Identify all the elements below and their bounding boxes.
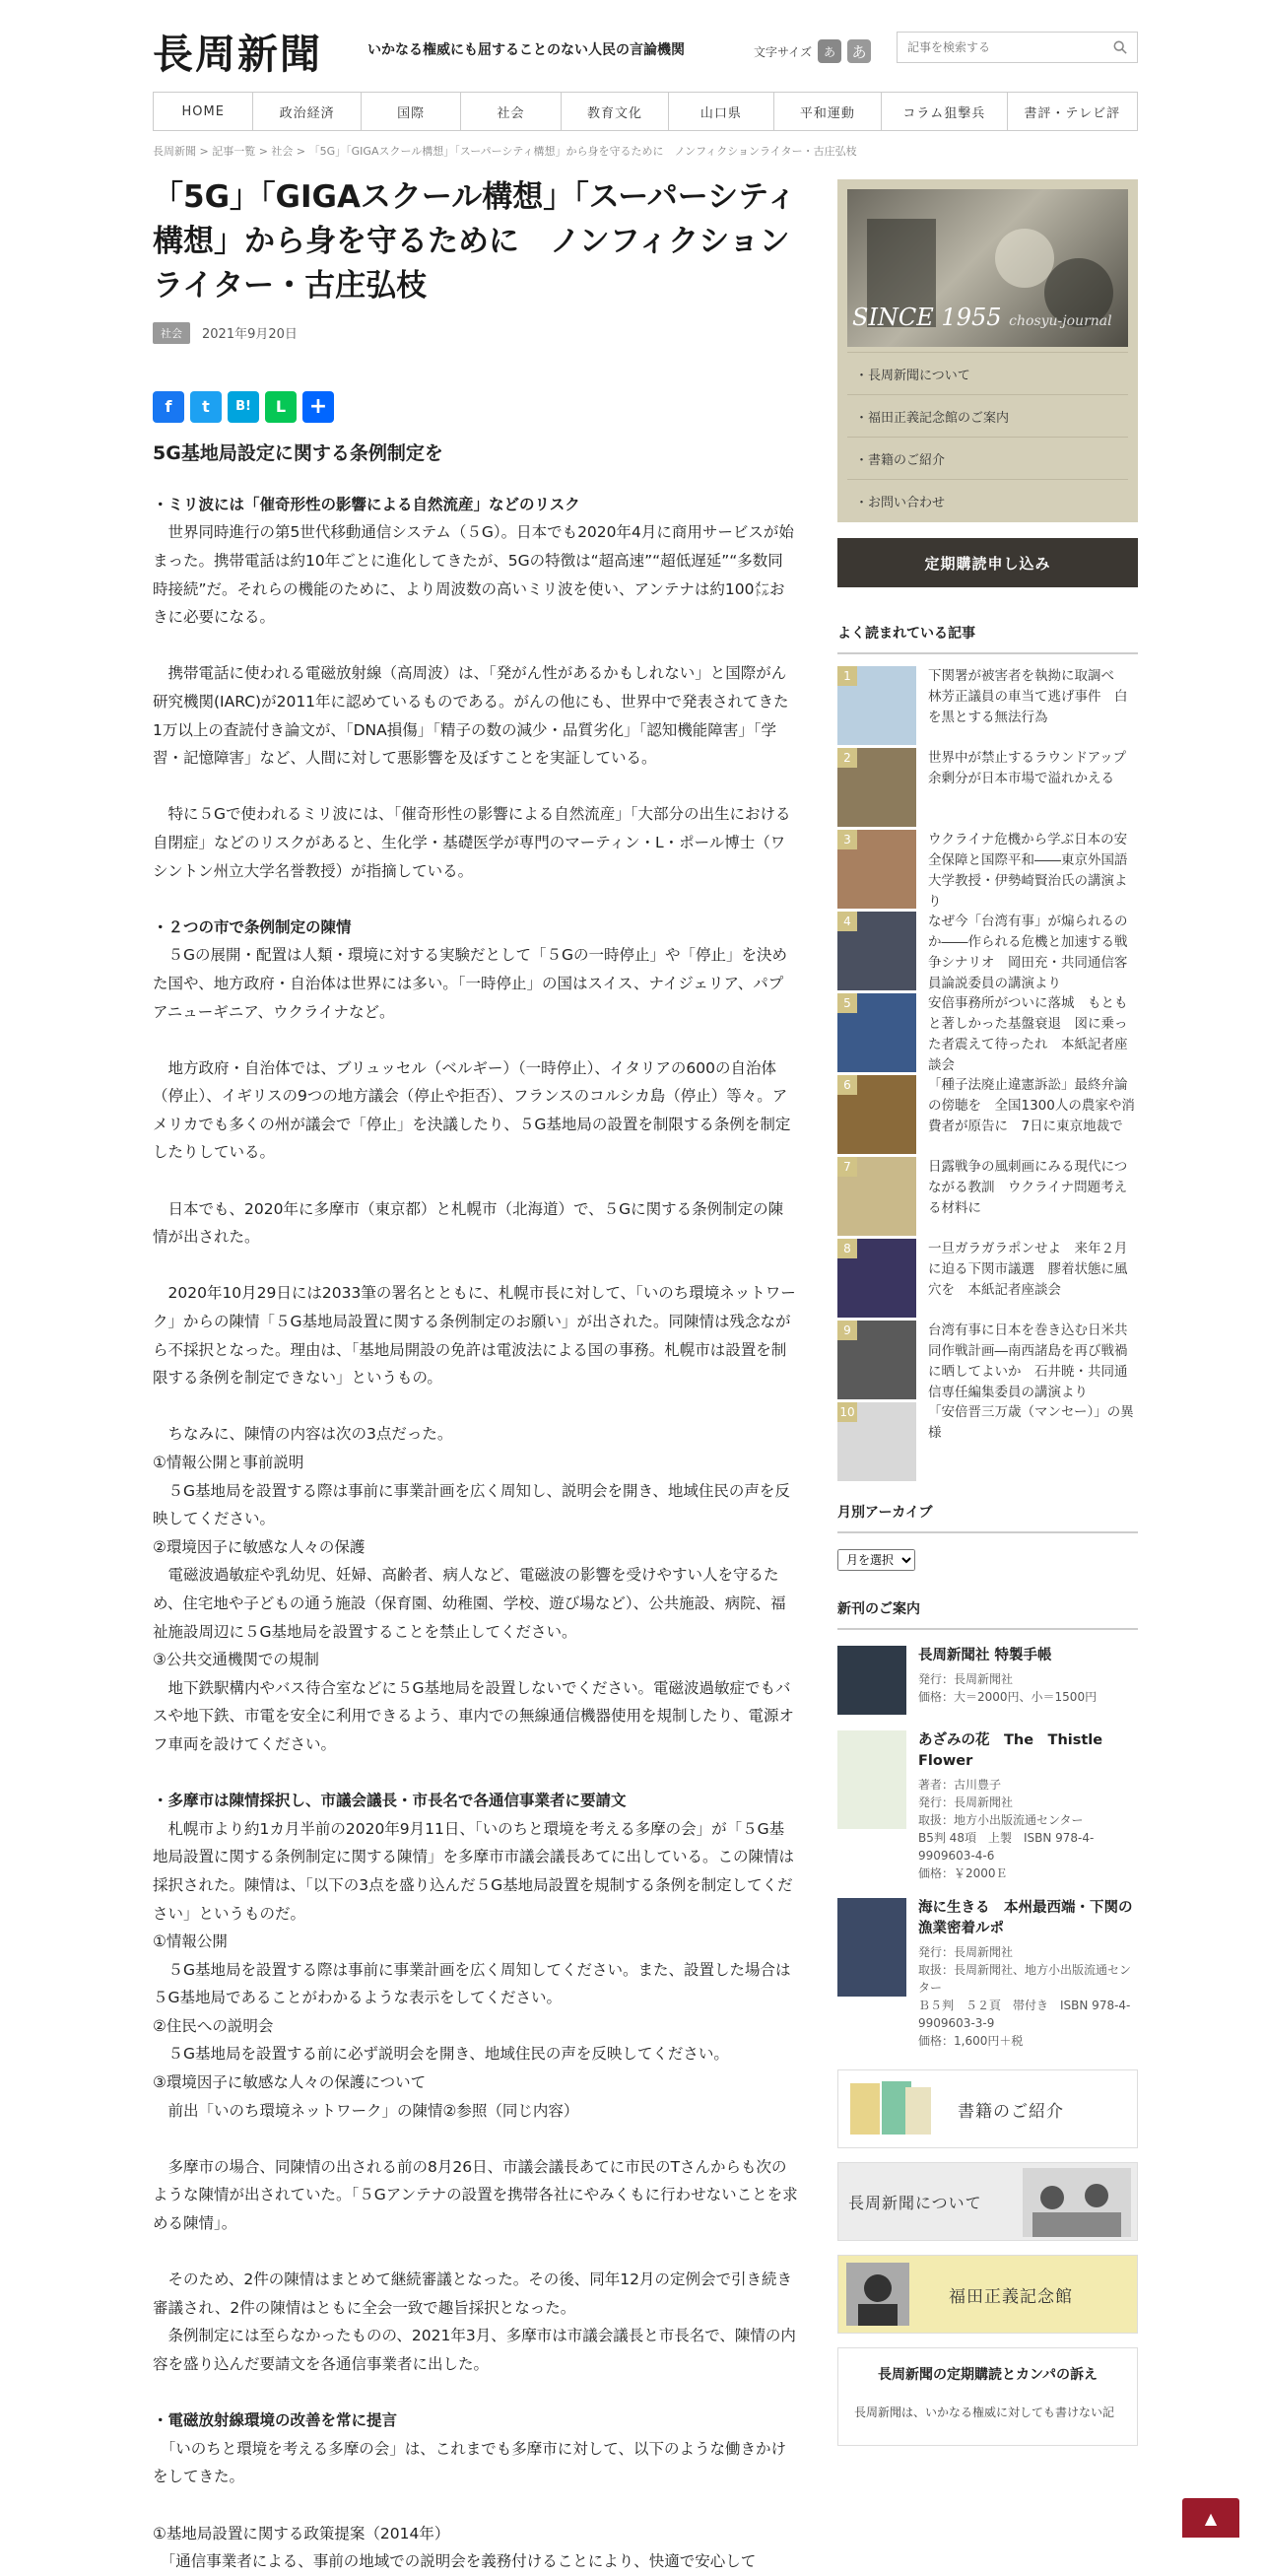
popular-title[interactable]: 世界中が禁止するラウンドアップ 余剰分が日本市場で溢れかえる xyxy=(928,750,1140,786)
book-cover[interactable] xyxy=(837,1646,906,1715)
book-title[interactable]: あざみの花 The Thistle Flower xyxy=(918,1732,1103,1769)
paragraph: 地下鉄駅構内やバス待合室などに５G基地局を設置しないでください。電磁波過敏症でもバスや地下鉄、市電を安全に利用できるよう、車内での無線通信機器使用を規制したり、電源オフ車両を設けてください。 xyxy=(153,1678,795,1753)
paragraph: ①情報公開と事前説明 xyxy=(153,1454,304,1471)
paragraph: 地方政府・自治体では、ブリュッセル（ベルギー）（一時停止）、イタリアの600の自治体（停止）、イギリスの9つの地方議会（停止や拒否）、フランスのコルシカ島（停止）等々。アメリカでも多くの州が議会で「停止」を決議したり、５G基地局の設置を制限する条例を制定したりしている。 xyxy=(153,1058,791,1162)
book-details xyxy=(918,1943,1138,2050)
book-title[interactable]: 海に生きる 本州最西端・下関の漁業密着ルポ xyxy=(918,1900,1133,1936)
about-banner[interactable] xyxy=(837,2162,1138,2241)
popular-title[interactable]: 安倍事務所がついに落城 もともと著しかった基盤衰退 図に乗った者震えて待ったれ 本紙記者座談会 xyxy=(928,995,1128,1073)
section-heading: ・２つの市で条例制定の陳情 xyxy=(153,917,352,936)
popular-thumbnail[interactable] xyxy=(837,1239,916,1318)
popular-item[interactable] xyxy=(837,666,1138,748)
section-heading: ・電磁放射線環境の改善を常に提言 xyxy=(153,2411,398,2430)
book-detail-line: 発行：長周新聞社 xyxy=(918,1796,1014,1809)
paragraph: 世界同時進行の第5世代移動通信システム（５G）。日本でも2020年4月に商用サービスが始まった。携帯電話は約10年ごとに進化してきたが、5Gの特徴は“超高速”“超低遅延”“多数同時接続”だ。それらの機能のために、より周波数の高いミリ波を使い、アンテナは約100㍍おきに必要になる。 xyxy=(153,523,794,627)
popular-title[interactable]: 日露戦争の風刺画にみる現代につながる教訓 ウクライナ問題考える材料に xyxy=(928,1159,1128,1216)
popular-title[interactable]: 一旦ガラガラポンせよ 来年２月に迫る下関市議選 膠着状態に風穴を 本紙記者座談会 xyxy=(928,1241,1128,1298)
paragraph: ５G基地局を設置する際は事前に事業計画を広く周知し、説明会を開き、地域住民の声を反映してください。 xyxy=(153,1481,790,1528)
book-detail-line: 取扱：地方小出版流通センター xyxy=(918,1813,1084,1827)
book-detail-line: 著者：古川豊子 xyxy=(918,1778,1002,1792)
popular-item[interactable] xyxy=(837,1402,1138,1484)
paragraph: ５Gの展開・配置は人類・環境に対する実験だとして「５Gの一時停止」や「停止」を決めた国や、地方政府・自治体は世界には多い。「一時停止」の国はスイス、ナイジェリア、パプアニューギニア、ウクライナなど。 xyxy=(153,946,788,1021)
books-banner[interactable] xyxy=(837,2069,1138,2148)
font-small-button[interactable]: あ xyxy=(818,39,841,63)
popular-list xyxy=(837,666,1138,1484)
paragraph-spacer xyxy=(153,1026,798,1054)
nav-politics-economy[interactable]: 政治経済 xyxy=(253,93,361,130)
site-logo[interactable]: 長周新聞 xyxy=(153,31,322,78)
rank-badge: 7 xyxy=(837,1157,857,1177)
search-input[interactable] xyxy=(898,33,1095,62)
popular-thumbnail[interactable] xyxy=(837,1321,916,1399)
rank-badge: 4 xyxy=(837,912,857,931)
paragraph: ①基地局設置に関する政策提案（2014年） xyxy=(153,2524,450,2542)
popular-item[interactable] xyxy=(837,748,1138,830)
book-detail-line: Ｂ５判 ５２頁 帯付き ISBN 978-4-9909603-3-9 xyxy=(918,1999,1131,2030)
share-buttons xyxy=(153,391,798,423)
book-detail-line: 発行：長周新聞社 xyxy=(918,1672,1014,1686)
nav-education-culture[interactable]: 教育文化 xyxy=(562,93,669,130)
popular-title[interactable]: 下関署が被害者を執拗に取調べ 林芳正議員の車当て逃げ事件 白を黒とする無法行為 xyxy=(928,668,1128,725)
font-size-control xyxy=(754,39,871,63)
section-heading: ・ミリ波には「催奇形性の影響による自然流産」などのリスク xyxy=(153,495,580,513)
paragraph: 携帯電話に使われる電磁放射線（高周波）は、「発がん性があるかもしれない」と国際がん研究機関(IARC)が2011年に認めているものである。がんの他にも、世界中で発表されてきた1万以上の査読付き論文が、「DNA損傷」「精子の数の減少・品質劣化」「認知機能障害」「学習・記憶障害」など、人間に対して悪影響を及ぼすことを実証している。 xyxy=(153,664,789,768)
book-detail-line: 価格：1,600円＋税 xyxy=(918,2034,1024,2048)
paragraph-spacer xyxy=(153,885,798,914)
paragraph: 「いのちと環境を考える多摩の会」は、これまでも多摩市に対して、以下のような働きかけをしてきた。 xyxy=(153,2439,786,2486)
book-detail-line: 取扱：長周新聞社、地方小出版流通センター xyxy=(918,1963,1132,1995)
book-details xyxy=(918,1670,1097,1706)
paragraph-spacer xyxy=(153,2238,798,2267)
rank-badge: 5 xyxy=(837,993,857,1013)
paragraph: ②環境因子に敏感な人々の保護 xyxy=(153,1537,366,1556)
paragraph: ③環境因子に敏感な人々の保護について xyxy=(153,2073,427,2092)
link-books[interactable]: ・ 書籍のご紹介 xyxy=(847,437,1128,479)
paragraph: 札幌市より約1カ月半前の2020年9月11日、「いのちと環境を考える多摩の会」が「５G基地局設置に関する条例制定に関する陳情」を多摩市市議会議長あてに出している。この陳情は採択された。陳情は、「以下の3点を盛り込んだ５G基地局設置を規制する条例を制定してください」というものだ。 xyxy=(153,1819,795,1923)
popular-item[interactable] xyxy=(837,830,1138,912)
founder-portrait xyxy=(846,2263,909,2326)
popular-articles xyxy=(837,623,1138,1484)
promo-box xyxy=(837,179,1138,522)
paragraph-spacer xyxy=(153,2379,798,2407)
popular-heading: よく読まれている記事 xyxy=(837,623,1138,654)
back-to-top-button[interactable]: ▲ xyxy=(1182,2498,1239,2538)
popular-item[interactable] xyxy=(837,993,1138,1075)
book-title[interactable]: 長周新聞社 特製手帳 xyxy=(918,1648,1052,1663)
books-icon xyxy=(846,2077,940,2140)
sidebar xyxy=(837,179,1138,2446)
rank-badge: 6 xyxy=(837,1075,857,1095)
search-box xyxy=(897,32,1138,63)
more-share-icon[interactable]: + xyxy=(302,391,334,423)
twitter-share-icon[interactable]: t xyxy=(190,391,222,423)
font-size-label: 文字サイズ xyxy=(754,44,813,59)
popular-title[interactable]: 「種子法廃止違憲訴訟」最終弁論の傍聴を 全国1300人の農家や消費者が原告に 7日に東京地裁で xyxy=(928,1077,1135,1134)
nav-reviews[interactable]: 書評・テレビ評 xyxy=(1024,105,1121,121)
article xyxy=(153,175,798,2576)
line-share-icon[interactable]: L xyxy=(265,391,297,423)
link-about[interactable]: ・ 長周新聞について xyxy=(847,352,1128,394)
nav-international[interactable]: 国際 xyxy=(362,93,461,130)
paragraph-spacer xyxy=(153,1759,798,1788)
paragraph-spacer xyxy=(153,2125,798,2153)
paragraph: 前出「いのち環境ネットワーク」の陳情②参照（同じ内容） xyxy=(153,2101,579,2120)
popular-title[interactable]: 台湾有事に日本を巻き込む日米共同作戦計画―南西諸島を再び戦禍に晒してよいか 石井暁・共同通信専任編集委員の講演より xyxy=(928,1322,1128,1400)
link-contact[interactable]: ・ お問い合わせ xyxy=(847,479,1128,521)
popular-thumbnail[interactable] xyxy=(837,993,916,1072)
paragraph-spacer xyxy=(153,1392,798,1421)
newbooks-heading: 新刊のご案内 xyxy=(837,1598,1138,1630)
nav-home[interactable]: HOME xyxy=(154,93,253,130)
popular-title[interactable]: ウクライナ危機から学ぶ日本の安全保障と国際平和――東京外国語大学教授・伊勢崎賢治氏の講演より xyxy=(928,832,1128,910)
book-item[interactable] xyxy=(837,1730,1138,1882)
book-detail-line: B5判 48項 上製 ISBN 978-4-9909603-4-6 xyxy=(918,1831,1095,1863)
article-meta xyxy=(153,322,798,344)
paragraph-spacer xyxy=(153,2491,798,2520)
nav-peace[interactable]: 平和運動 xyxy=(774,93,882,130)
subscription-appeal[interactable] xyxy=(837,2347,1138,2446)
popular-thumbnail[interactable] xyxy=(837,1157,916,1236)
nav-society[interactable]: 社会 xyxy=(461,93,561,130)
book-cover[interactable] xyxy=(837,1898,906,1997)
paragraph-spacer xyxy=(153,773,798,801)
article-title: 「5G」｢GIGAスクール構想｣「スーパーシティ構想」から身を守るために ノンフィクションライター・古庄弘枝 xyxy=(153,179,797,304)
popular-title[interactable]: 「安倍晋三万歳（マンセー）」の異様 xyxy=(928,1404,1134,1441)
site-tagline: いかなる権威にも屈することのない人民の言論機関 xyxy=(367,42,685,58)
paragraph: ②住民への説明会 xyxy=(153,2016,274,2035)
breadcrumb[interactable]: 長周新聞 > 記事一覧 > 社会 > 「5G」｢GIGAスクール構想｣「スーパーシティ構想」から身を守るために ノンフィクションライター・古庄弘枝 xyxy=(153,145,857,158)
article-lead: 5G基地局設定に関する条例制定を xyxy=(153,441,443,464)
popular-item[interactable] xyxy=(837,1239,1138,1321)
paragraph-spacer xyxy=(153,1252,798,1280)
subscribe-button[interactable]: 定期購読申し込み xyxy=(837,538,1138,587)
book-cover[interactable] xyxy=(837,1730,906,1829)
museum-banner-label: 福田正義記念館 xyxy=(949,2286,1073,2307)
article-body xyxy=(153,491,798,2576)
section-heading: ・多摩市は陳情採択し、市議会議長・市長名で各通信事業者に要請文 xyxy=(153,1792,627,1810)
since-label: SINCE 1955 chosyu-journal xyxy=(852,304,1112,331)
appeal-text: 長周新聞は、いかなる権威に対しても書けない記 xyxy=(854,2406,1115,2419)
popular-thumbnail[interactable] xyxy=(837,1402,916,1481)
paragraph: ③公共交通機関での規制 xyxy=(153,1651,319,1669)
popular-thumbnail[interactable] xyxy=(837,748,916,827)
rank-badge: 8 xyxy=(837,1239,857,1258)
paragraph: 日本でも、2020年に多摩市（東京都）と札幌市（北海道）で、５Gに関する条例制定の陳情が出された。 xyxy=(153,1199,784,1247)
paragraph: 特に５Gで使われるミリ波には、「催奇形性の影響による自然流産」「大部分の出生における自閉症」などのリスクがあると、生化学・基礎医学が専門のマーティン・L・ポール博士（ワシントン州立大学名誉教授）が指摘している。 xyxy=(153,805,791,880)
search-icon[interactable] xyxy=(1113,40,1127,54)
paragraph: ちなみに、陳情の内容は次の3点だった。 xyxy=(153,1425,453,1444)
popular-title[interactable]: なぜ今「台湾有事」が煽られるのか――作られる危機と加速する戦争シナリオ 岡田充・共同通信客員論説委員の講演より xyxy=(928,914,1128,991)
paragraph: 多摩市の場合、同陳情の出される前の8月26日、市議会議長あてに市民のTさんからも次のような陳情が出されていた。「５Gアンテナの設置を携帯各社にやみくもに行わせないことを求める陳情」。 xyxy=(153,2157,798,2233)
promo-links xyxy=(847,352,1128,521)
paragraph: ①情報公開 xyxy=(153,1932,228,1951)
popular-thumbnail[interactable] xyxy=(837,830,916,909)
popular-thumbnail[interactable] xyxy=(837,1075,916,1154)
popular-thumbnail[interactable] xyxy=(837,912,916,990)
paragraph: 条例制定には至らなかったものの、2021年3月、多摩市は市議会議長と市長名で、陳情の内容を盛り込んだ要請文を各通信事業者に出した。 xyxy=(153,2327,796,2373)
rank-badge: 10 xyxy=(837,1402,857,1422)
font-large-button[interactable]: あ xyxy=(847,39,871,63)
site-header xyxy=(153,18,1138,77)
rank-badge: 2 xyxy=(837,748,857,768)
book-detail-line: 価格：￥2000Ｅ xyxy=(918,1866,1008,1880)
popular-item[interactable] xyxy=(837,1157,1138,1239)
book-detail-line: 発行：長周新聞社 xyxy=(918,1945,1014,1959)
rank-badge: 3 xyxy=(837,830,857,849)
paragraph: そのため、2件の陳情はまとめて継続審議となった。その後、同年12月の定例会で引き続き審議され、2件の陳情はともに全会一致で趣旨採択となった。 xyxy=(153,2271,792,2317)
newsroom-photo xyxy=(1023,2168,1131,2237)
popular-item[interactable] xyxy=(837,1075,1138,1157)
nav-column[interactable]: コラム狙撃兵 xyxy=(882,93,1007,130)
paragraph: 「通信事業者による、事前の地域での説明会を義務付けることにより、快適で安心して xyxy=(153,2552,757,2571)
hatena-bookmark-icon[interactable]: B! xyxy=(228,391,259,423)
nav-yamaguchi[interactable]: 山口県 xyxy=(669,93,773,130)
main-nav xyxy=(153,92,1138,131)
facebook-share-icon[interactable]: f xyxy=(153,391,184,423)
category-badge[interactable]: 社会 xyxy=(153,322,190,344)
paragraph-spacer xyxy=(153,632,798,660)
monthly-archive xyxy=(837,1502,1138,1571)
book-details xyxy=(918,1776,1138,1882)
paragraph: 2020年10月29日には2033筆の署名とともに、札幌市長に対して、「いのち環境ネットワーク」からの陳情「５G基地局設置に関する条例制定のお願い」が出された。同陳情は残念ながら不採択となった。理由は、「基地局開設の免許は電波法による国の事務。札幌市は設置を制限する条例を制定できない」というもの。 xyxy=(153,1284,796,1388)
new-books xyxy=(837,1598,1138,2050)
book-detail-line: 価格：大＝2000円、小＝1500円 xyxy=(918,1690,1098,1704)
rank-badge: 9 xyxy=(837,1321,857,1340)
book-list xyxy=(837,1646,1138,2050)
paragraph-spacer xyxy=(153,1167,798,1195)
paragraph: ５G基地局を設置する前に必ず説明会を開き、地域住民の声を反映してください。 xyxy=(153,2045,729,2064)
books-banner-label: 書籍のご紹介 xyxy=(958,2101,1064,2122)
article-date: 2021年9月20日 xyxy=(202,327,298,343)
archive-select[interactable] xyxy=(837,1549,915,1571)
museum-banner[interactable] xyxy=(837,2255,1138,2334)
archive-heading: 月別アーカイブ xyxy=(837,1502,1138,1533)
book-item[interactable] xyxy=(837,1898,1138,2050)
book-item[interactable] xyxy=(837,1646,1138,1715)
about-banner-label: 長周新聞について xyxy=(848,2193,982,2212)
link-museum[interactable]: ・ 福田正義記念館のご案内 xyxy=(847,394,1128,437)
paragraph: 電磁波過敏症や乳幼児、妊婦、高齢者、病人など、電磁波の影響を受けやすい人を守るため、住宅地や子どもの通う施設（保育園、幼稚園、学校、遊び場など）、公共施設、病院、福祉施設周辺に５G基地局を設置することを禁止してください。 xyxy=(153,1566,786,1641)
popular-item[interactable] xyxy=(837,1321,1138,1402)
popular-item[interactable] xyxy=(837,912,1138,993)
appeal-title: 長周新聞の定期購読とカンパの訴え xyxy=(877,2367,1099,2383)
popular-thumbnail[interactable] xyxy=(837,666,916,745)
rank-badge: 1 xyxy=(837,666,857,686)
paragraph: ５G基地局を設置する際は事前に事業計画を広く周知してください。また、設置した場合は５G基地局であることがわかるような表示をしてください。 xyxy=(153,1960,791,2007)
